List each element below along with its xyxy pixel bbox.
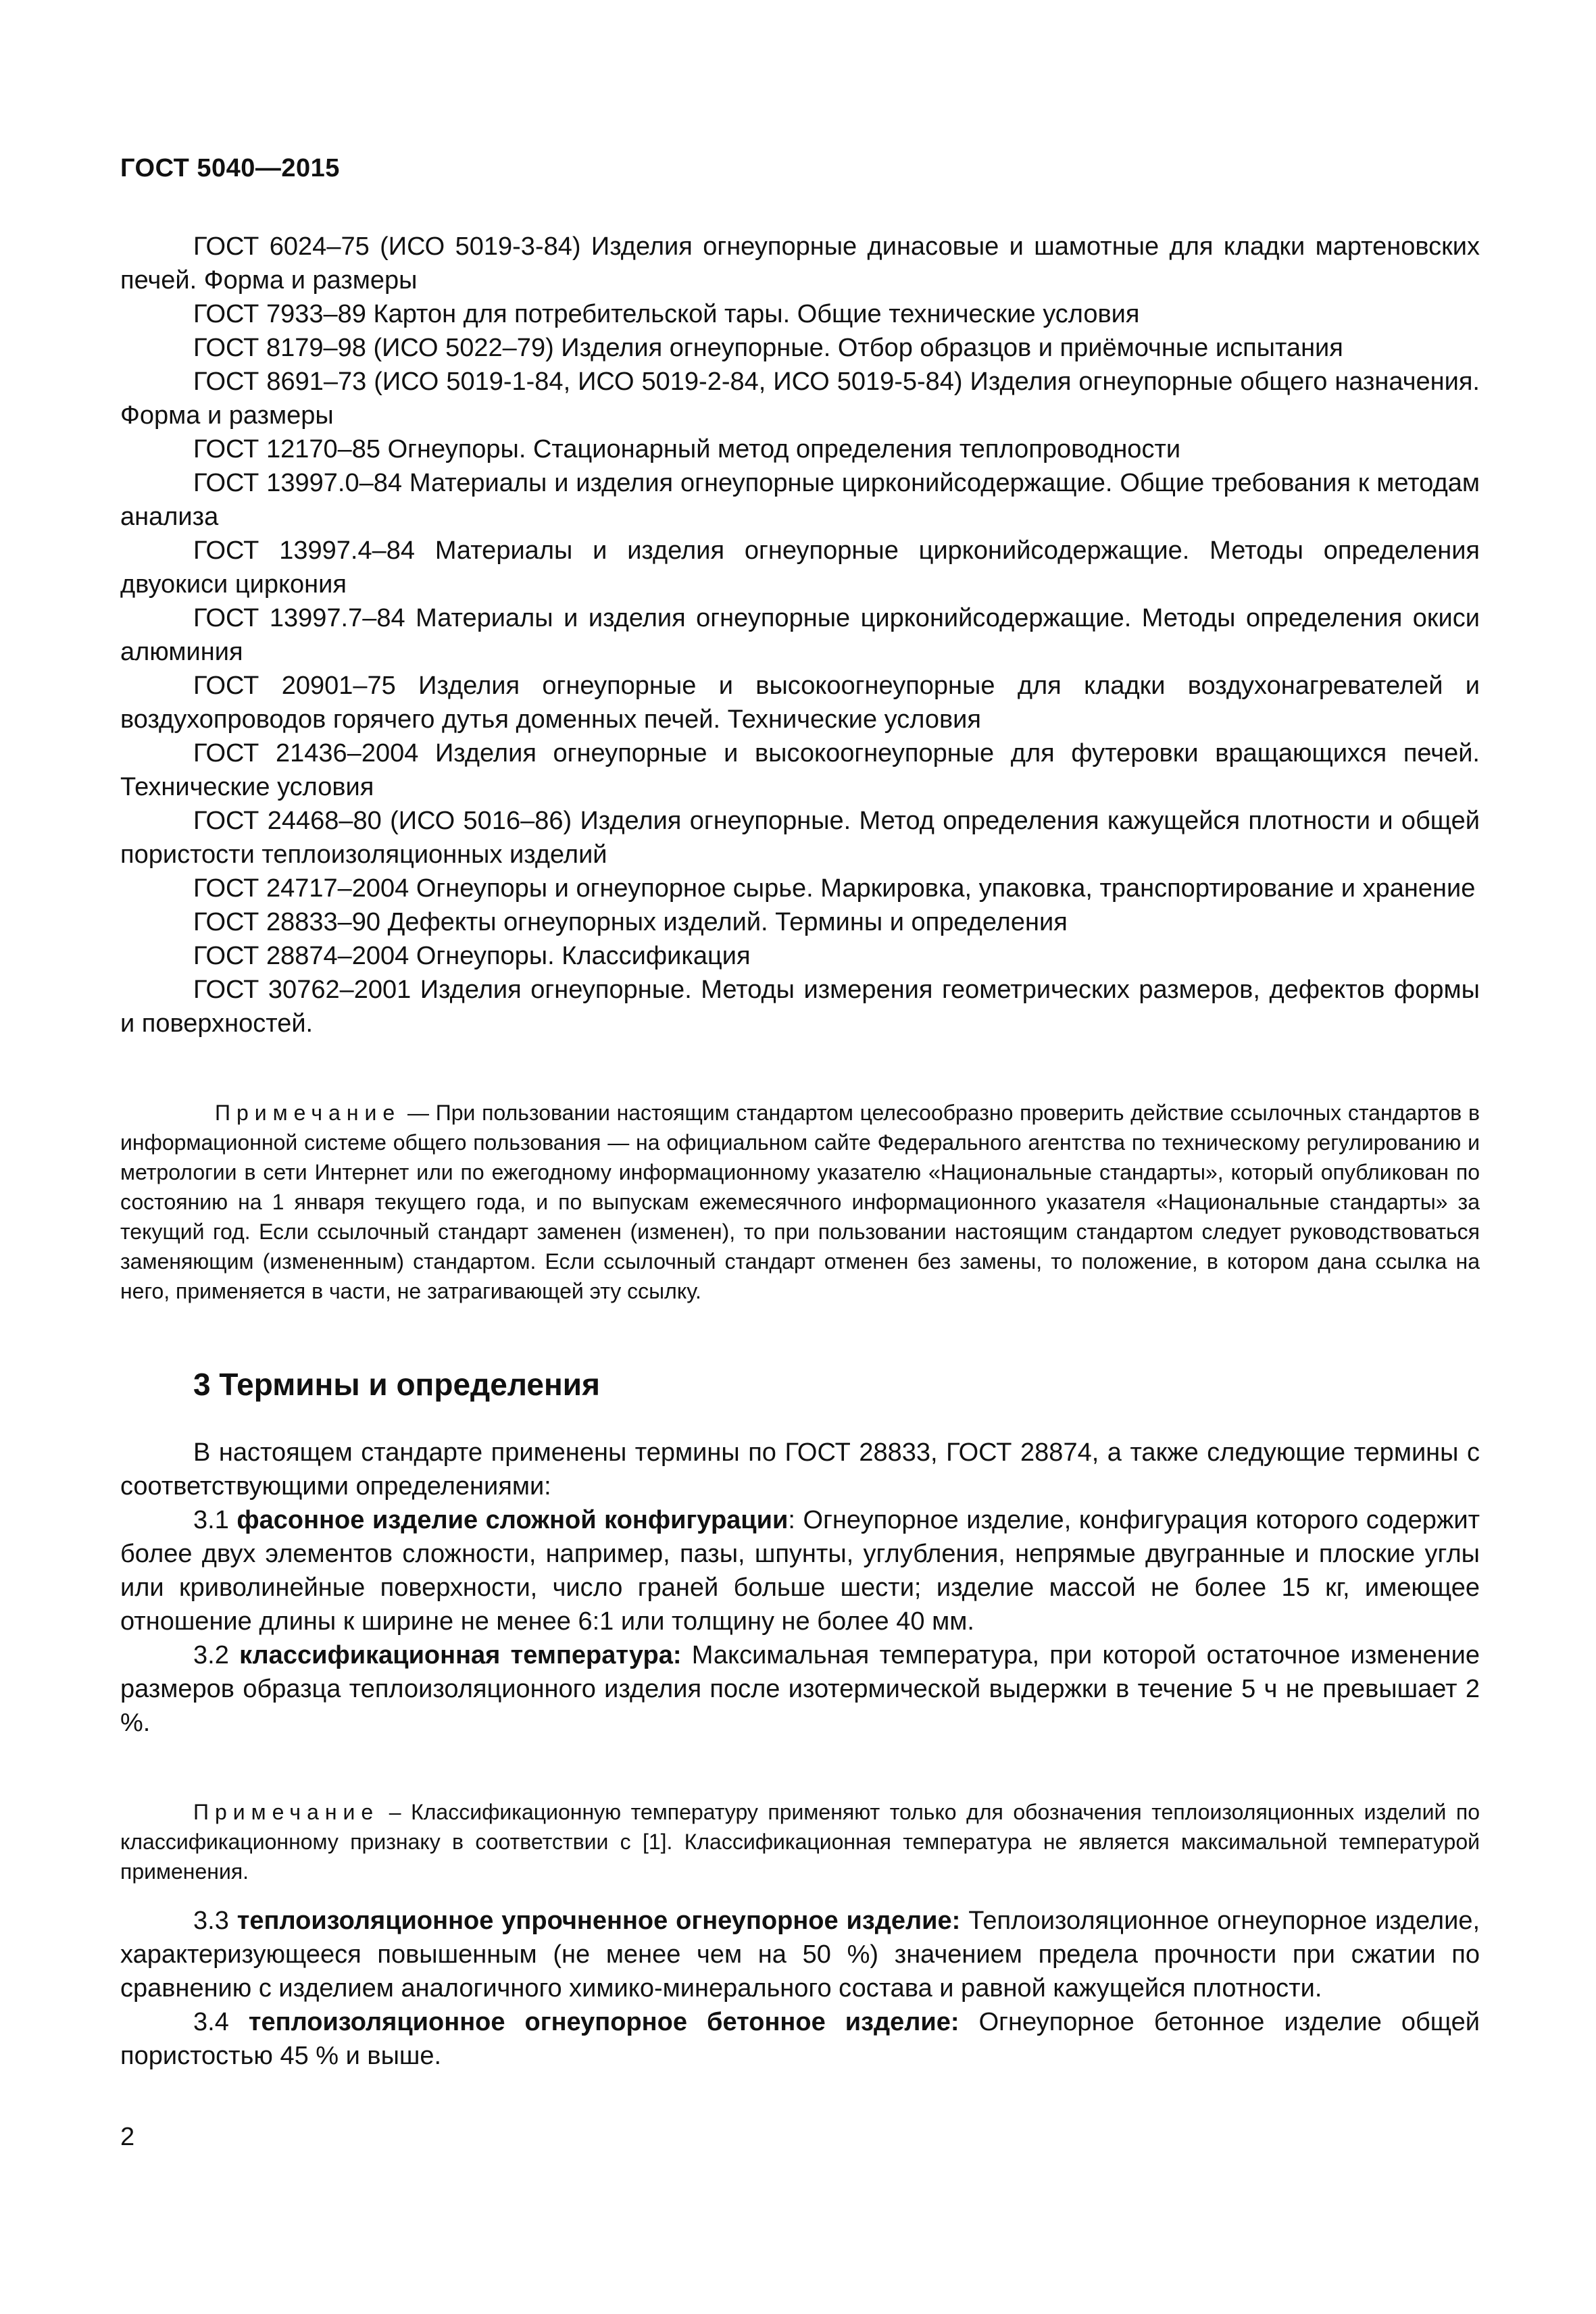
term-3-4 [120,2005,1480,2073]
term-definition: Максимальная температура, при которой остаточное изменение размеров образца теплоизоляционного изделия после изотермической выдержки в течение 5 ч не превышает 2 %. [120,1641,1480,1737]
references-list [120,230,1480,1040]
reference-item: ГОСТ 8179–98 (ИСО 5022–79) Изделия огнеупорные. Отбор образцов и приёмочные испытания [193,334,1343,362]
term-title: теплоизоляционное упрочненное огнеупорное изделие: [236,1907,961,1935]
reference-item: ГОСТ 28874–2004 Огнеупоры. Классификация [193,942,751,970]
term-title: классификационная температура: [239,1641,682,1669]
reference-item: ГОСТ 8691–73 (ИСО 5019-1-84, ИСО 5019-2-84, ИСО 5019-5-84) Изделия огнеупорные общего назначения. Форма и размеры [120,368,1480,430]
note-text: — При пользовании настоящим стандартом целесообразно проверить действие ссылочных стандартов в информационной системе общего пользования — на официальном сайте Федерального агентства по техническому регулированию и метрологии в сети Интернет или по ежегодному информационному указателю «Национальные стандарты», который опубликован по состоянию на 1 января текущего года, и по выпускам ежемесячного информационного указателя «Национальные стандарты» за текущий год. Если ссылочный стандарт заменен (изменен), то при пользовании настоящим стандартом следует руководствоваться заменяющим (измененным) стандартом. Если ссылочный стандарт отменен без замены, то положение, в котором дана ссылка на него, применяется в части, не затрагивающей эту ссылку. [120,1101,1480,1303]
reference-item: ГОСТ 21436–2004 Изделия огнеупорные и высокоогнеупорные для футеровки вращающихся печей. Технические условия [120,739,1480,801]
term-number: 3.2 [193,1641,229,1669]
reference-item: ГОСТ 30762–2001 Изделия огнеупорные. Методы измерения геометрических размеров, дефектов формы и поверхностей. [120,976,1480,1038]
section-3-content [120,1436,1480,1740]
note-label: Примечание [193,1800,380,1824]
note-label: Примечание [215,1101,401,1125]
reference-item: ГОСТ 28833–90 Дефекты огнеупорных изделий. Термины и определения [193,908,1068,936]
document-code: ГОСТ 5040—2015 [120,154,340,182]
section-intro: В настоящем стандарте применены термины по ГОСТ 28833, ГОСТ 28874, а также следующие термины с соответствующими определениями: [120,1438,1480,1501]
term-definition: Теплоизоляционное огнеупорное изделие, характеризующееся повышенным (не менее чем на 50 %) значением предела прочности при сжатии по сравнению с изделием аналогичного химико-минерального состава и равной кажущейся плотности. [120,1907,1480,2003]
reference-item: ГОСТ 24468–80 (ИСО 5016–86) Изделия огнеупорные. Метод определения кажущейся плотности и общей пористости теплоизоляционных изделий [120,807,1480,869]
term-title: теплоизоляционное огнеупорное бетонное изделие: [248,2008,959,2036]
section-3-terms-cont [120,1904,1480,2073]
note-references [120,1098,1480,1306]
reference-item: ГОСТ 12170–85 Огнеупоры. Стационарный метод определения теплопроводности [193,435,1181,463]
reference-item: ГОСТ 24717–2004 Огнеупоры и огнеупорное сырье. Маркировка, упаковка, транспортирование и хранение [193,874,1476,903]
term-3-1: 3.1 фасонное изделие сложной конфигурации: Огнеупорное изделие, конфигурация которого содержит более двух элементов сложности, например, пазы, шпунты, углубления, непрямые двугранные и плоские углы или криволинейные поверхности, число граней больше шести; изделие массой не более 15 кг, имеющее отношение длины к ширине не менее 6:1 или толщину не более 40 мм. [120,1506,1480,1636]
term-number: 3.4 [193,2008,229,2036]
term-3-2 [120,1638,1480,1740]
reference-item: ГОСТ 20901–75 Изделия огнеупорные и высокоогнеупорные для кладки воздухонагревателей и воздухопроводов горячего дутья доменных печей. Технические условия [120,672,1480,734]
page-number: 2 [120,2123,135,2151]
reference-item: ГОСТ 13997.0–84 Материалы и изделия огнеупорные цирконийсодержащие. Общие требования к методам анализа [120,469,1480,531]
note-text: – Классификационную температуру применяют только для обозначения теплоизоляционных изделий по классификационному признаку в соответствии с [1]. Классификационная температура не является максимальной температурой применения. [120,1800,1480,1884]
term-definition: Огнеупорное бетонное изделие общей пористостью 45 % и выше. [120,2008,1480,2070]
note-classification [120,1797,1480,1886]
reference-item: ГОСТ 13997.4–84 Материалы и изделия огнеупорные цирконийсодержащие. Методы определения двуокиси циркония [120,536,1480,599]
reference-item: ГОСТ 6024–75 (ИСО 5019-3-84) Изделия огнеупорные динасовые и шамотные для кладки мартеновских печей. Форма и размеры [120,232,1480,295]
section-heading: 3 Термины и определения [193,1367,600,1402]
term-number: 3.1 [193,1506,229,1534]
term-definition: Огнеупорное изделие, конфигурация которого содержит более двух элементов сложности, например, пазы, шпунты, углубления, непрямые двугранные и плоские углы или криволинейные поверхности, число граней больше шести; изделие массой не более 15 кг, имеющее отношение длины к ширине не менее 6:1 или толщину не более 40 мм. [120,1506,1480,1636]
term-3-3 [120,1904,1480,2005]
term-title: фасонное изделие сложной конфигурации [236,1506,789,1534]
term-number: 3.3 [193,1907,229,1935]
reference-item: ГОСТ 13997.7–84 Материалы и изделия огнеупорные цирконийсодержащие. Методы определения окиси алюминия [120,604,1480,666]
reference-item: ГОСТ 7933–89 Картон для потребительской тары. Общие технические условия [193,300,1140,328]
